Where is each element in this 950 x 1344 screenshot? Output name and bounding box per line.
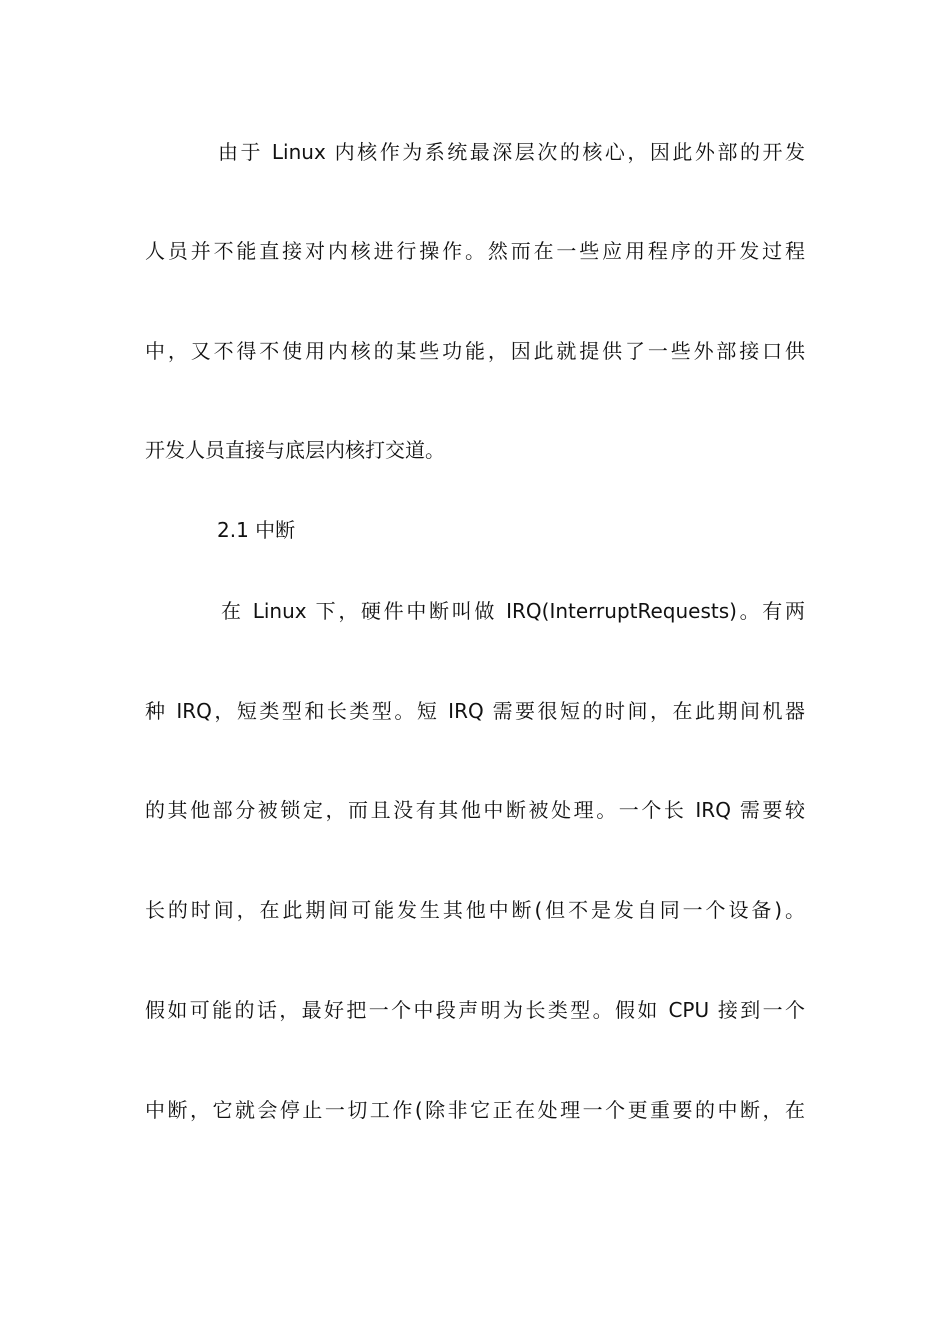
paragraph-1-line-2: 人员并不能直接对内核进行操作。然而在一些应用程序的开发过程	[145, 239, 805, 263]
paragraph-2-line-5: 假如可能的话，最好把一个中段声明为长类型。假如 CPU 接到一个	[145, 998, 805, 1022]
paragraph-1-line-4: 开发人员直接与底层内核打交道。	[145, 438, 445, 462]
section-heading: 2.1 中断	[217, 518, 296, 542]
paragraph-1-line-3: 中，又不得不使用内核的某些功能，因此就提供了一些外部接口供	[145, 339, 805, 363]
paragraph-2-line-3: 的其他部分被锁定，而且没有其他中断被处理。一个长 IRQ 需要较	[145, 798, 805, 822]
paragraph-2-line-6: 中断，它就会停止一切工作(除非它正在处理一个更重要的中断，在	[145, 1098, 805, 1122]
paragraph-2-line-2: 种 IRQ，短类型和长类型。短 IRQ 需要很短的时间，在此期间机器	[145, 699, 805, 723]
paragraph-1-line-1: 由于 Linux 内核作为系统最深层次的核心，因此外部的开发	[218, 140, 805, 164]
paragraph-2-line-1: 在 Linux 下，硬件中断叫做 IRQ(InterruptRequests)。有两	[221, 599, 805, 623]
paragraph-2-line-4: 长的时间，在此期间可能发生其他中断(但不是发自同一个设备)。	[145, 898, 805, 922]
